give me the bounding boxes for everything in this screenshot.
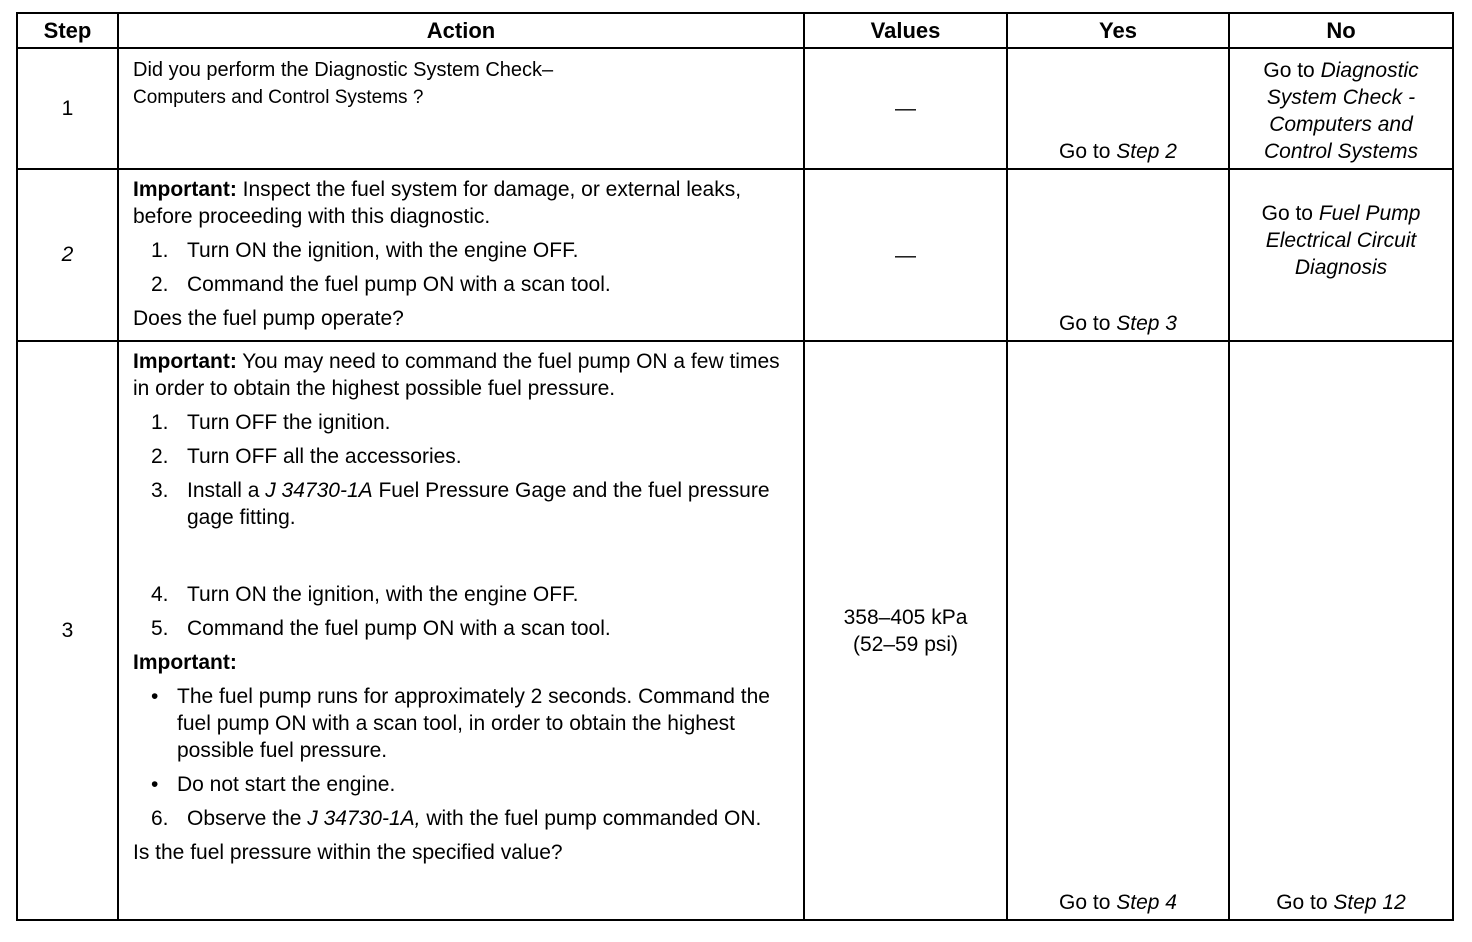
item-number: 4. — [151, 583, 169, 606]
table-row — [17, 169, 1453, 341]
bullet-icon: • — [151, 685, 159, 708]
item-text: Turn ON the ignition, with the engine OFF. — [187, 583, 579, 606]
item-number: 3. — [151, 479, 169, 502]
yes-target: Step 3 — [1116, 312, 1177, 335]
item-text: Turn ON the ignition, with the engine OFF. — [187, 239, 579, 262]
action-text: Computers and Control Systems ? — [133, 87, 424, 108]
important-label: Important: — [133, 178, 237, 201]
no-target: Fuel Pump — [1318, 201, 1421, 225]
no-target: Diagnostic — [1320, 59, 1419, 82]
value-psi: (52–59 psi) — [852, 632, 959, 656]
no-cell — [1229, 48, 1453, 169]
yes-link[interactable] — [1008, 891, 1228, 915]
step-number — [17, 169, 118, 341]
action-cell — [118, 48, 804, 169]
important-text: You may need to command the fuel pump ON a few times in order to obtain the highest possible fuel pressure. — [133, 350, 780, 400]
important-label: Important: — [133, 350, 237, 373]
item-number: 5. — [151, 617, 169, 640]
item-text: Do not start the engine. — [177, 773, 396, 796]
no-cell — [1229, 169, 1453, 341]
list-item — [151, 683, 791, 764]
yes-prefix: Go to — [1059, 140, 1117, 163]
item-number: 6. — [151, 807, 169, 830]
list-item — [151, 771, 791, 798]
table-row — [17, 341, 1453, 920]
no-link[interactable] — [1230, 891, 1452, 915]
action-cell — [118, 169, 804, 341]
no-prefix: Go to — [1276, 891, 1334, 914]
tool-reference: J 34730-1A, — [307, 807, 421, 830]
yes-cell — [1007, 169, 1229, 341]
step-number-text: 2 — [61, 243, 74, 266]
header-row — [17, 13, 1453, 48]
item-text-part: Observe the — [187, 807, 308, 830]
list-item — [151, 443, 791, 470]
yes-cell — [1007, 341, 1229, 920]
yes-prefix: Go to — [1059, 891, 1117, 914]
list-item — [151, 615, 791, 642]
no-link[interactable] — [1230, 200, 1452, 281]
list-item — [151, 409, 791, 436]
action-text: Did you perform the Diagnostic System Check– — [133, 59, 554, 81]
value-cell — [804, 341, 1007, 920]
diagnostic-table — [16, 12, 1454, 921]
list-item — [151, 805, 791, 832]
item-number: 2. — [151, 445, 169, 468]
header-no: No — [1229, 13, 1453, 48]
yes-target: Step 4 — [1116, 891, 1177, 914]
no-target: Computers and — [1269, 113, 1413, 136]
bullet-icon: • — [151, 773, 159, 796]
yes-prefix: Go to — [1059, 312, 1117, 335]
header-yes: Yes — [1007, 13, 1229, 48]
item-text: Turn OFF the ignition. — [187, 411, 391, 434]
yes-link[interactable] — [1008, 140, 1228, 164]
no-prefix: Go to — [1261, 201, 1319, 225]
item-number: 2. — [151, 273, 169, 296]
item-text — [187, 805, 761, 832]
item-text — [187, 477, 791, 531]
item-text-part: with the fuel pump commanded ON. — [420, 807, 762, 830]
no-target: Step 12 — [1333, 891, 1406, 914]
value-kpa: 358–405 kPa — [843, 605, 968, 629]
item-text: The fuel pump runs for approximately 2 seconds. Command the fuel pump ON with a scan tool, in order to obtain the highest possible fuel pressure. — [177, 685, 770, 762]
no-target: Diagnosis — [1294, 255, 1388, 279]
question: Does the fuel pump operate? — [133, 307, 404, 330]
important-label: Important: — [133, 651, 237, 674]
header-action: Action — [118, 13, 804, 48]
yes-cell — [1007, 48, 1229, 169]
no-target: System Check - — [1266, 86, 1416, 109]
question: Is the fuel pressure within the specified value? — [133, 841, 563, 864]
no-target: Electrical Circuit — [1265, 228, 1417, 252]
item-text-part: Install a — [187, 479, 266, 502]
no-prefix: Go to — [1263, 59, 1321, 82]
yes-link[interactable] — [1008, 312, 1228, 336]
value-cell: — — [804, 48, 1007, 169]
important-text: Inspect the fuel system for damage, or external leaks, before proceeding with this diagnostic. — [133, 178, 742, 228]
action-cell — [118, 341, 804, 920]
item-number: 1. — [151, 239, 169, 262]
table-row — [17, 48, 1453, 169]
item-text-part: Fuel Pressure Gage and the fuel pressure gage fitting. — [187, 479, 770, 529]
no-target: Control Systems — [1263, 140, 1419, 163]
list-item — [151, 581, 791, 608]
yes-target: Step 2 — [1116, 140, 1177, 163]
tool-reference: J 34730-1A — [265, 479, 373, 502]
step-number: 1 — [17, 48, 118, 169]
value-cell: — — [804, 169, 1007, 341]
item-text: Command the fuel pump ON with a scan tool. — [187, 273, 611, 296]
item-text: Turn OFF all the accessories. — [187, 445, 462, 468]
item-text: Command the fuel pump ON with a scan tool. — [187, 617, 611, 640]
list-item — [151, 237, 791, 264]
list-item — [151, 477, 791, 531]
item-number: 1. — [151, 411, 169, 434]
no-link[interactable] — [1230, 57, 1452, 165]
no-cell — [1229, 341, 1453, 920]
step-number: 3 — [17, 341, 118, 920]
header-step: Step — [17, 13, 118, 48]
header-values: Values — [804, 13, 1007, 48]
list-item — [151, 271, 791, 298]
